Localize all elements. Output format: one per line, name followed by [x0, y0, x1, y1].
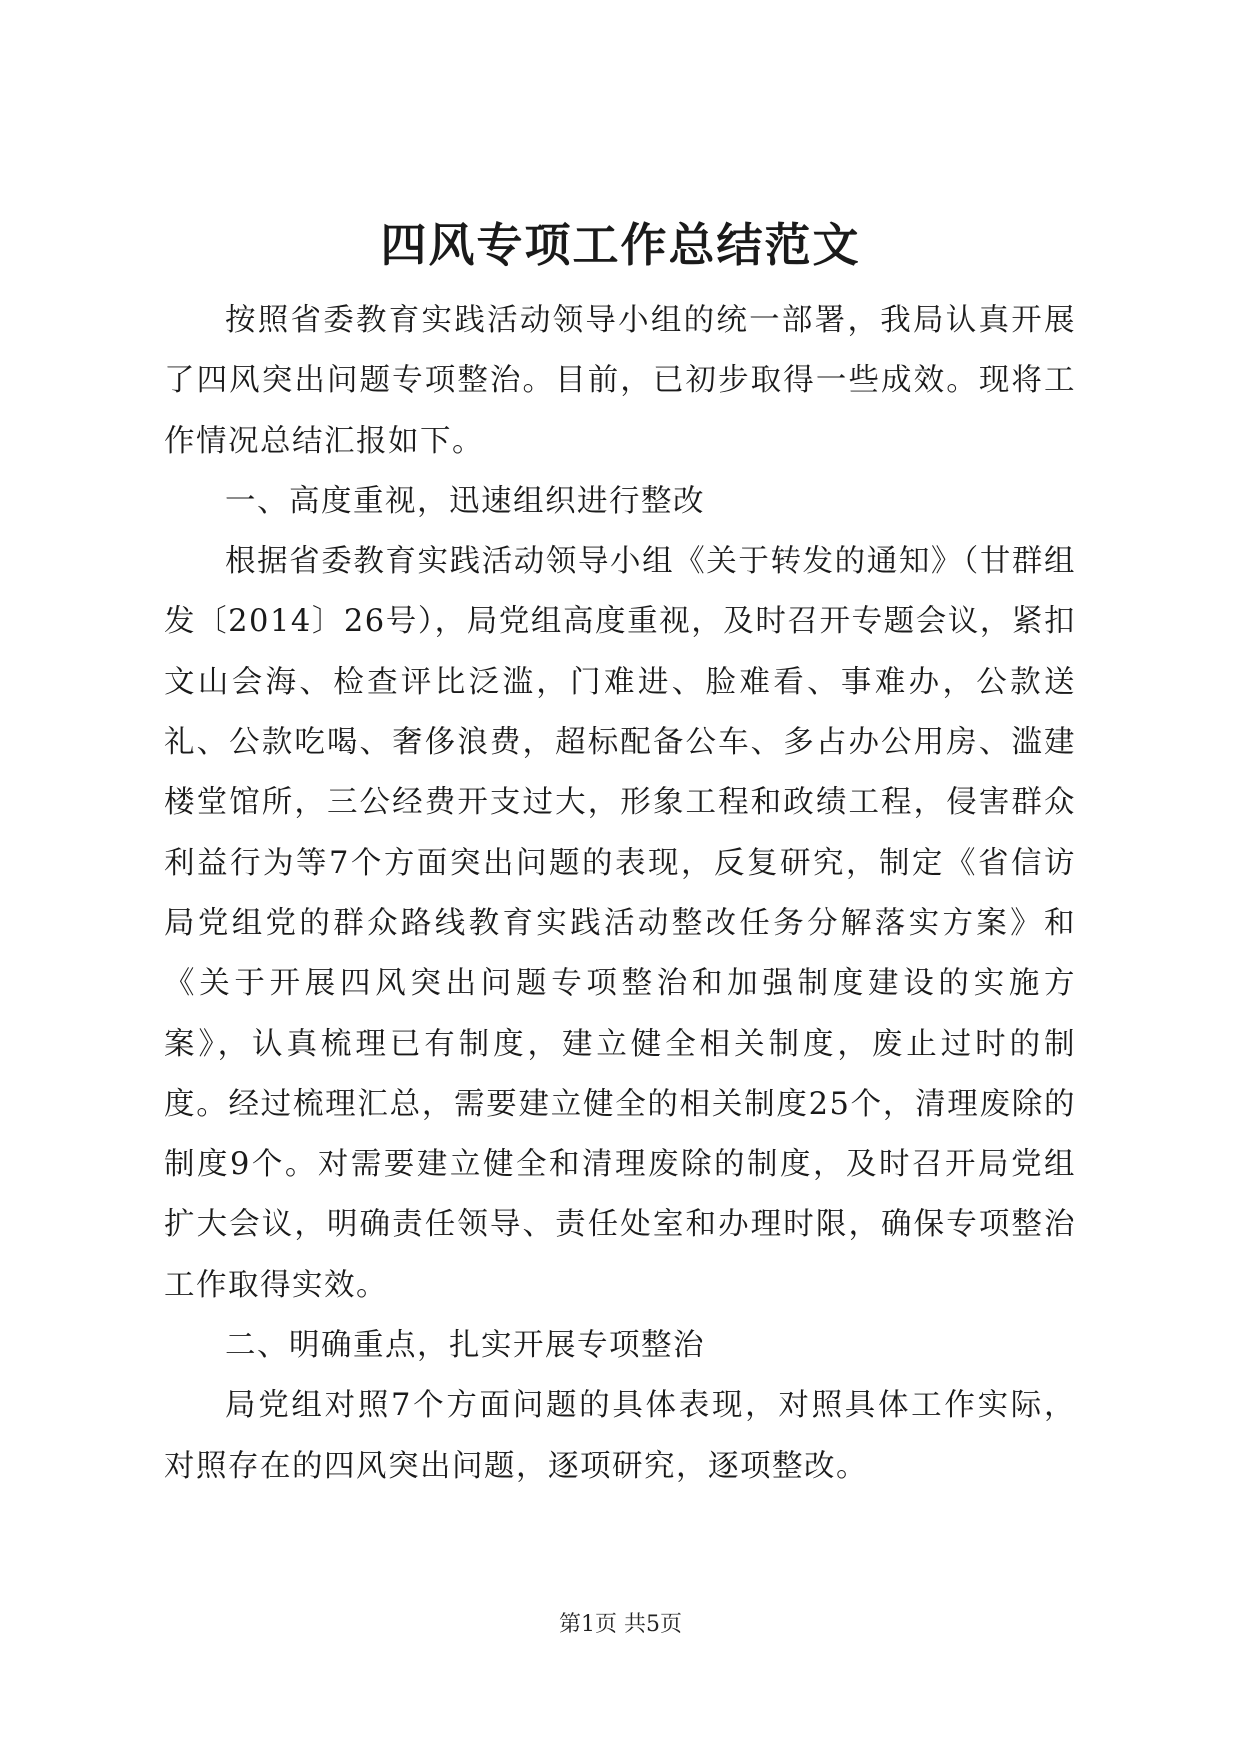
page-number-footer: 第1页 共5页 [559, 1612, 682, 1637]
document-title: 四风专项工作总结范文 [380, 218, 861, 272]
section-1-paragraph: 根据省委教育实践活动领导小组《关于转发的通知》（甘群组发〔2014〕26号），局党组高度重视，及时召开专题会议，紧扣文山会海、检查评比泛滥，门难进、脸难看、事难办，公款送礼、公款吃喝、奢侈浪费，超标配备公车、多占办公用房、滥建楼堂馆所，三公经费开支过大，形象工程和政绩工程，侵害群众利益行为等7个方面突出问题的表现，反复研究，制定《省信访局党组党的群众路线教育实践活动整改任务分解落实方案》和《关于开展四风突出问题专项整治和加强制度建设的实施方案》，认真梳理已有制度，建立健全相关制度，废止过时的制度。经过梳理汇总，需要建立健全的相关制度25个，清理废除的制度9个。对需要建立健全和清理废除的制度，及时召开局党组扩大会议，明确责任领导、责任处室和办理时限，确保专项整治工作取得实效。 [164, 544, 1076, 1303]
section-heading-2: 二、明确重点，扎实开展专项整治 [225, 1328, 705, 1364]
document-body [164, 291, 1076, 1497]
intro-paragraph: 按照省委教育实践活动领导小组的统一部署，我局认真开展了四风突出问题专项整治。目前，已初步取得一些成效。现将工作情况总结汇报如下。 [164, 303, 1076, 459]
section-2-paragraph: 局党组对照7个方面问题的具体表现，对照具体工作实际，对照存在的四风突出问题，逐项研究，逐项整改。 [164, 1388, 1076, 1484]
section-heading-1: 一、高度重视，迅速组织进行整改 [225, 483, 705, 519]
